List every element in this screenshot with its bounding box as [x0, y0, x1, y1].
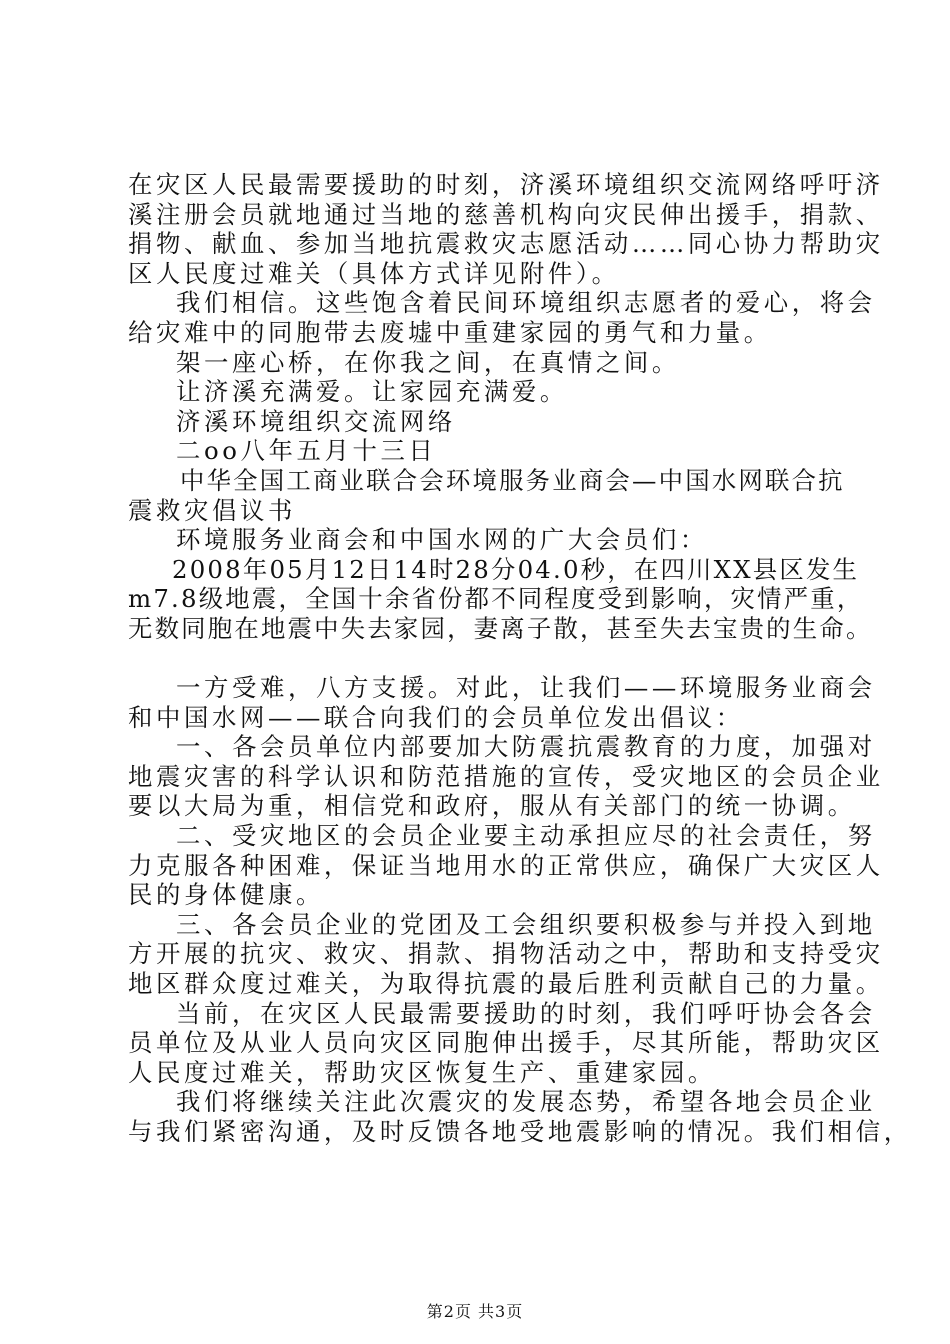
body-line: 二、受灾地区的会员企业要主动承担应尽的社会责任，努: [176, 821, 876, 851]
body-line: 地区群众度过难关，为取得抗震的最后胜利贡献自己的力量。: [128, 969, 884, 999]
document-body: [128, 170, 912, 1147]
blank-line: [128, 644, 828, 674]
body-line: 方开展的抗灾、救灾、捐款、捐物活动之中，帮助和支持受灾: [128, 939, 884, 969]
body-line: 我们相信。这些饱含着民间环境组织志愿者的爱心，将会: [176, 288, 876, 318]
body-line: 地震灾害的科学认识和防范措施的宣传，受灾地区的会员企业: [128, 761, 884, 791]
body-line: 和中国水网——联合向我们的会员单位发出倡议：: [128, 702, 744, 732]
body-line: 区人民度过难关（具体方式详见附件）。: [128, 258, 620, 288]
page-number-footer: 第2页 共3页: [426, 1302, 524, 1321]
body-line: 给灾难中的同胞带去废墟中重建家园的勇气和力量。: [128, 317, 772, 347]
body-line: 要以大局为重，相信党和政府，服从有关部门的统一协调。: [128, 791, 856, 821]
signature-organization: 济溪环境组织交流网络: [176, 406, 456, 436]
body-line: 我们将继续关注此次震灾的发展态势，希望各地会员企业: [176, 1087, 876, 1117]
body-line: 2008年05月12日14时28分04.0秒，在四川XX县区发生: [172, 554, 860, 584]
body-line: 人民度过难关，帮助灾区恢复生产、重建家园。: [128, 1057, 716, 1087]
body-line: 力克服各种困难，保证当地用水的正常供应，确保广大灾区人: [128, 850, 884, 880]
body-line: 一方受难，八方支援。对此，让我们——环境服务业商会: [176, 673, 876, 703]
body-line: 让济溪充满爱。让家园充满爱。: [176, 377, 568, 407]
signature-date: 二oo八年五月十三日: [176, 436, 437, 466]
body-line: 当前，在灾区人民最需要援助的时刻，我们呼吁协会各会: [176, 998, 876, 1028]
body-line: 溪注册会员就地通过当地的慈善机构向灾民伸出援手，捐款、: [128, 199, 884, 229]
body-line: 三、各会员企业的党团及工会组织要积极参与并投入到地: [176, 909, 876, 939]
body-line: 员单位及从业人员向灾区同胞伸出援手，尽其所能，帮助灾区: [128, 1028, 884, 1058]
body-line: 在灾区人民最需要援助的时刻，济溪环境组织交流网络呼吁济: [128, 170, 884, 199]
salutation: 环境服务业商会和中国水网的广大会员们：: [176, 525, 708, 555]
body-line: 无数同胞在地震中失去家园，妻离子散，甚至失去宝贵的生命。: [128, 613, 873, 643]
body-line: 民的身体健康。: [128, 880, 324, 910]
section-title: 震救灾倡议书: [128, 495, 296, 525]
body-line: m7.8级地震，全国十余省份都不同程度受到影响，灾情严重，: [128, 584, 864, 614]
body-line: 与我们紧密沟通，及时反馈各地受地震影响的情况。我们相信，: [128, 1117, 912, 1146]
section-title: 中华全国工商业联合会环境服务业商会—中国水网联合抗: [180, 465, 845, 495]
body-line: 架一座心桥，在你我之间，在真情之间。: [176, 347, 680, 377]
body-line: 一、各会员单位内部要加大防震抗震教育的力度，加强对: [176, 732, 876, 762]
body-line: 捐物、献血、参加当地抗震救灾志愿活动……同心协力帮助灾: [128, 229, 884, 259]
